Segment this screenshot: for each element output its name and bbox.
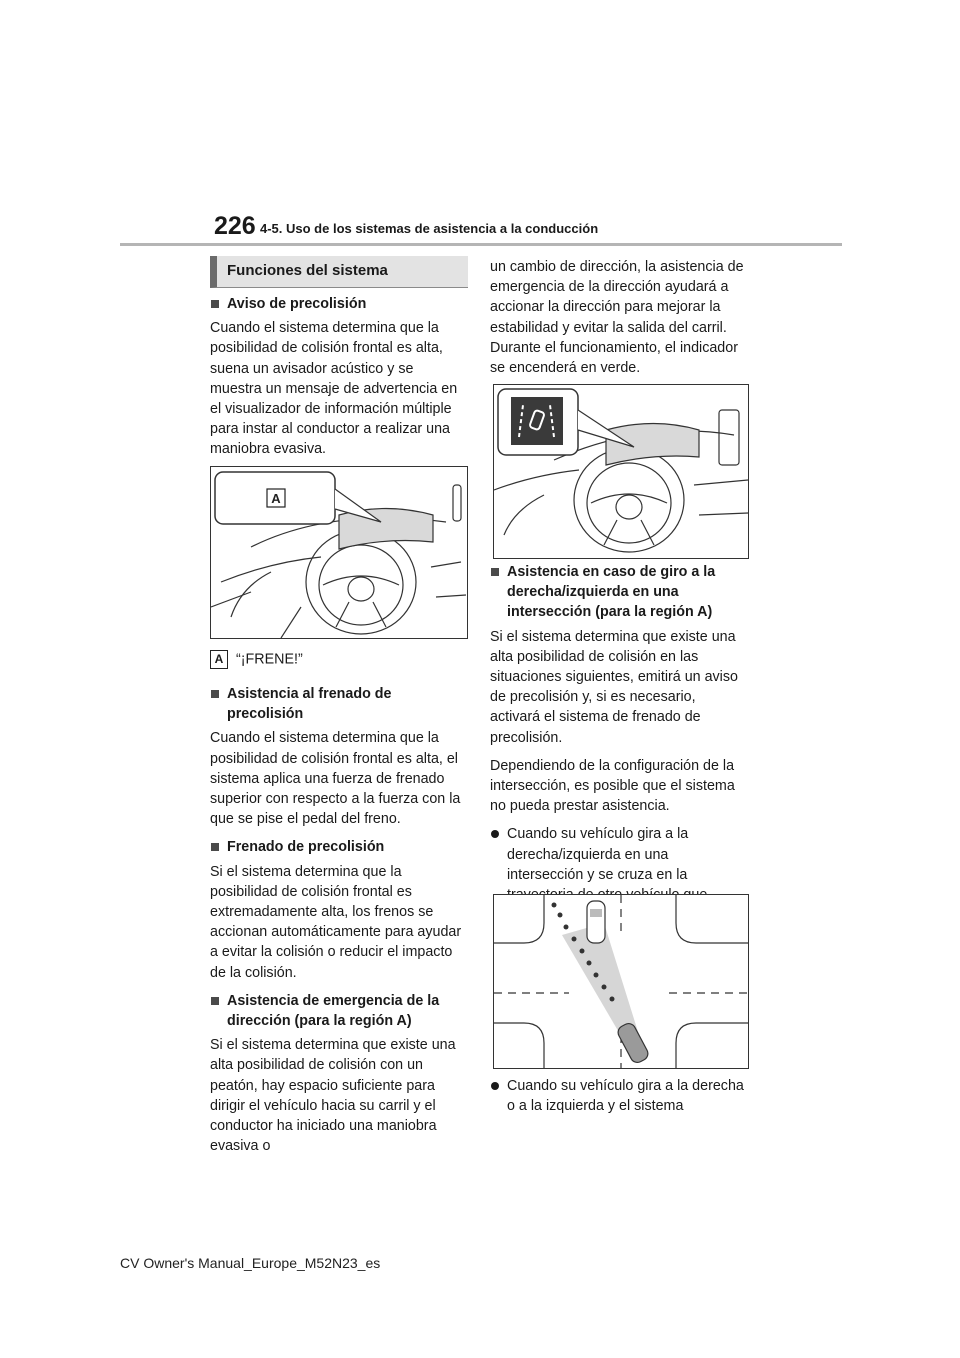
- paragraph-giro-1: Si el sistema determina que existe una alta posibilidad de colisión en las situaciones siguientes, emitirá un aviso de precolisión y, si es necesario, activará el sistema de frenado de precolisión.: [490, 628, 738, 746]
- paragraph-continued: un cambio de dirección, la asistencia de emergencia de la dirección ayudará a accionar la dirección para mejorar la estabilidad y evitar la salida del carril. Durante el funcionamiento, el indicador se encenderá en verde.: [490, 259, 744, 377]
- caption-label-a: A: [210, 650, 228, 669]
- caption-text: “¡FRENE!”: [236, 651, 303, 668]
- section-title: 4-5. Uso de los sistemas de asistencia a la conducción: [260, 221, 599, 236]
- page-number: 226: [214, 212, 256, 240]
- footer-manual-id: CV Owner's Manual_Europe_M52N23_es: [120, 1255, 381, 1271]
- left-column-bottom: [210, 684, 468, 1164]
- right-column-top: [490, 257, 748, 386]
- dashboard-warning-figure: [210, 466, 468, 639]
- heading-giro-interseccion: Asistencia en caso de giro a la derecha/izquierda en una intersección (para la región A): [490, 562, 748, 623]
- heading-emergencia-direccion: Asistencia de emergencia de la dirección (para la región A): [210, 991, 468, 1031]
- figure-caption: [210, 650, 303, 669]
- bullet-giro-sistema: Cuando su vehículo gira a la derecha o a la izquierda y el sistema: [490, 1076, 748, 1116]
- callout-label-a: A: [271, 491, 281, 506]
- steering-assist-illustration: [494, 385, 748, 558]
- steering-indicator-figure: [493, 384, 749, 559]
- section-heading-label: Funciones del sistema: [227, 262, 388, 279]
- header-divider: [120, 243, 842, 246]
- bullet-giro-sentido-contrario: Cuando su vehículo gira a la derecha/izquierda en una intersección y se cruza en la: [490, 824, 748, 925]
- left-column-top: [210, 294, 468, 468]
- intersection-figure: [493, 894, 749, 1069]
- heading-frenado-precolision: Frenado de precolisión: [210, 837, 468, 857]
- right-column-middle: [490, 562, 748, 933]
- right-column-bottom: [490, 1076, 748, 1124]
- paragraph-giro-2: Dependiendo de la configuración de la intersección, es posible que el sistema no pueda prestar asistencia.: [490, 757, 735, 815]
- paragraph-asistencia-frenado: Cuando el sistema determina que la posibilidad de colisión frontal es alta, el sistema aplica una fuerza de frenado superior con respecto a la fuerza con la que se pise el pedal del freno.: [210, 730, 461, 828]
- paragraph-frenado-precolision: Si el sistema determina que la posibilidad de colisión frontal es extremadamente alta, los frenos se accionan automáticamente para ayudar a evitar la colisión o reducir el impacto de la colisión.: [210, 863, 462, 981]
- paragraph-emergencia-direccion: Si el sistema determina que existe una alta posibilidad de colisión con un peatón, hay espacio suficiente para dirigir el vehículo hacia su carril y el conductor ha iniciado una maniobra evasiva o: [210, 1037, 456, 1155]
- intersection-illustration: [494, 895, 748, 1068]
- dashboard-illustration: [211, 467, 467, 638]
- section-heading: [210, 256, 468, 288]
- heading-asistencia-frenado: Asistencia al frenado de precolisión: [210, 684, 468, 724]
- heading-aviso: Aviso de precolisión: [210, 294, 468, 314]
- paragraph-aviso: Cuando el sistema determina que la posibilidad de colisión frontal es alta, suena un avisador acústico y se muestra un mensaje de advertencia en el visualizador de información múltiple para instar al conductor a realizar una maniobra evasiva.: [210, 320, 458, 458]
